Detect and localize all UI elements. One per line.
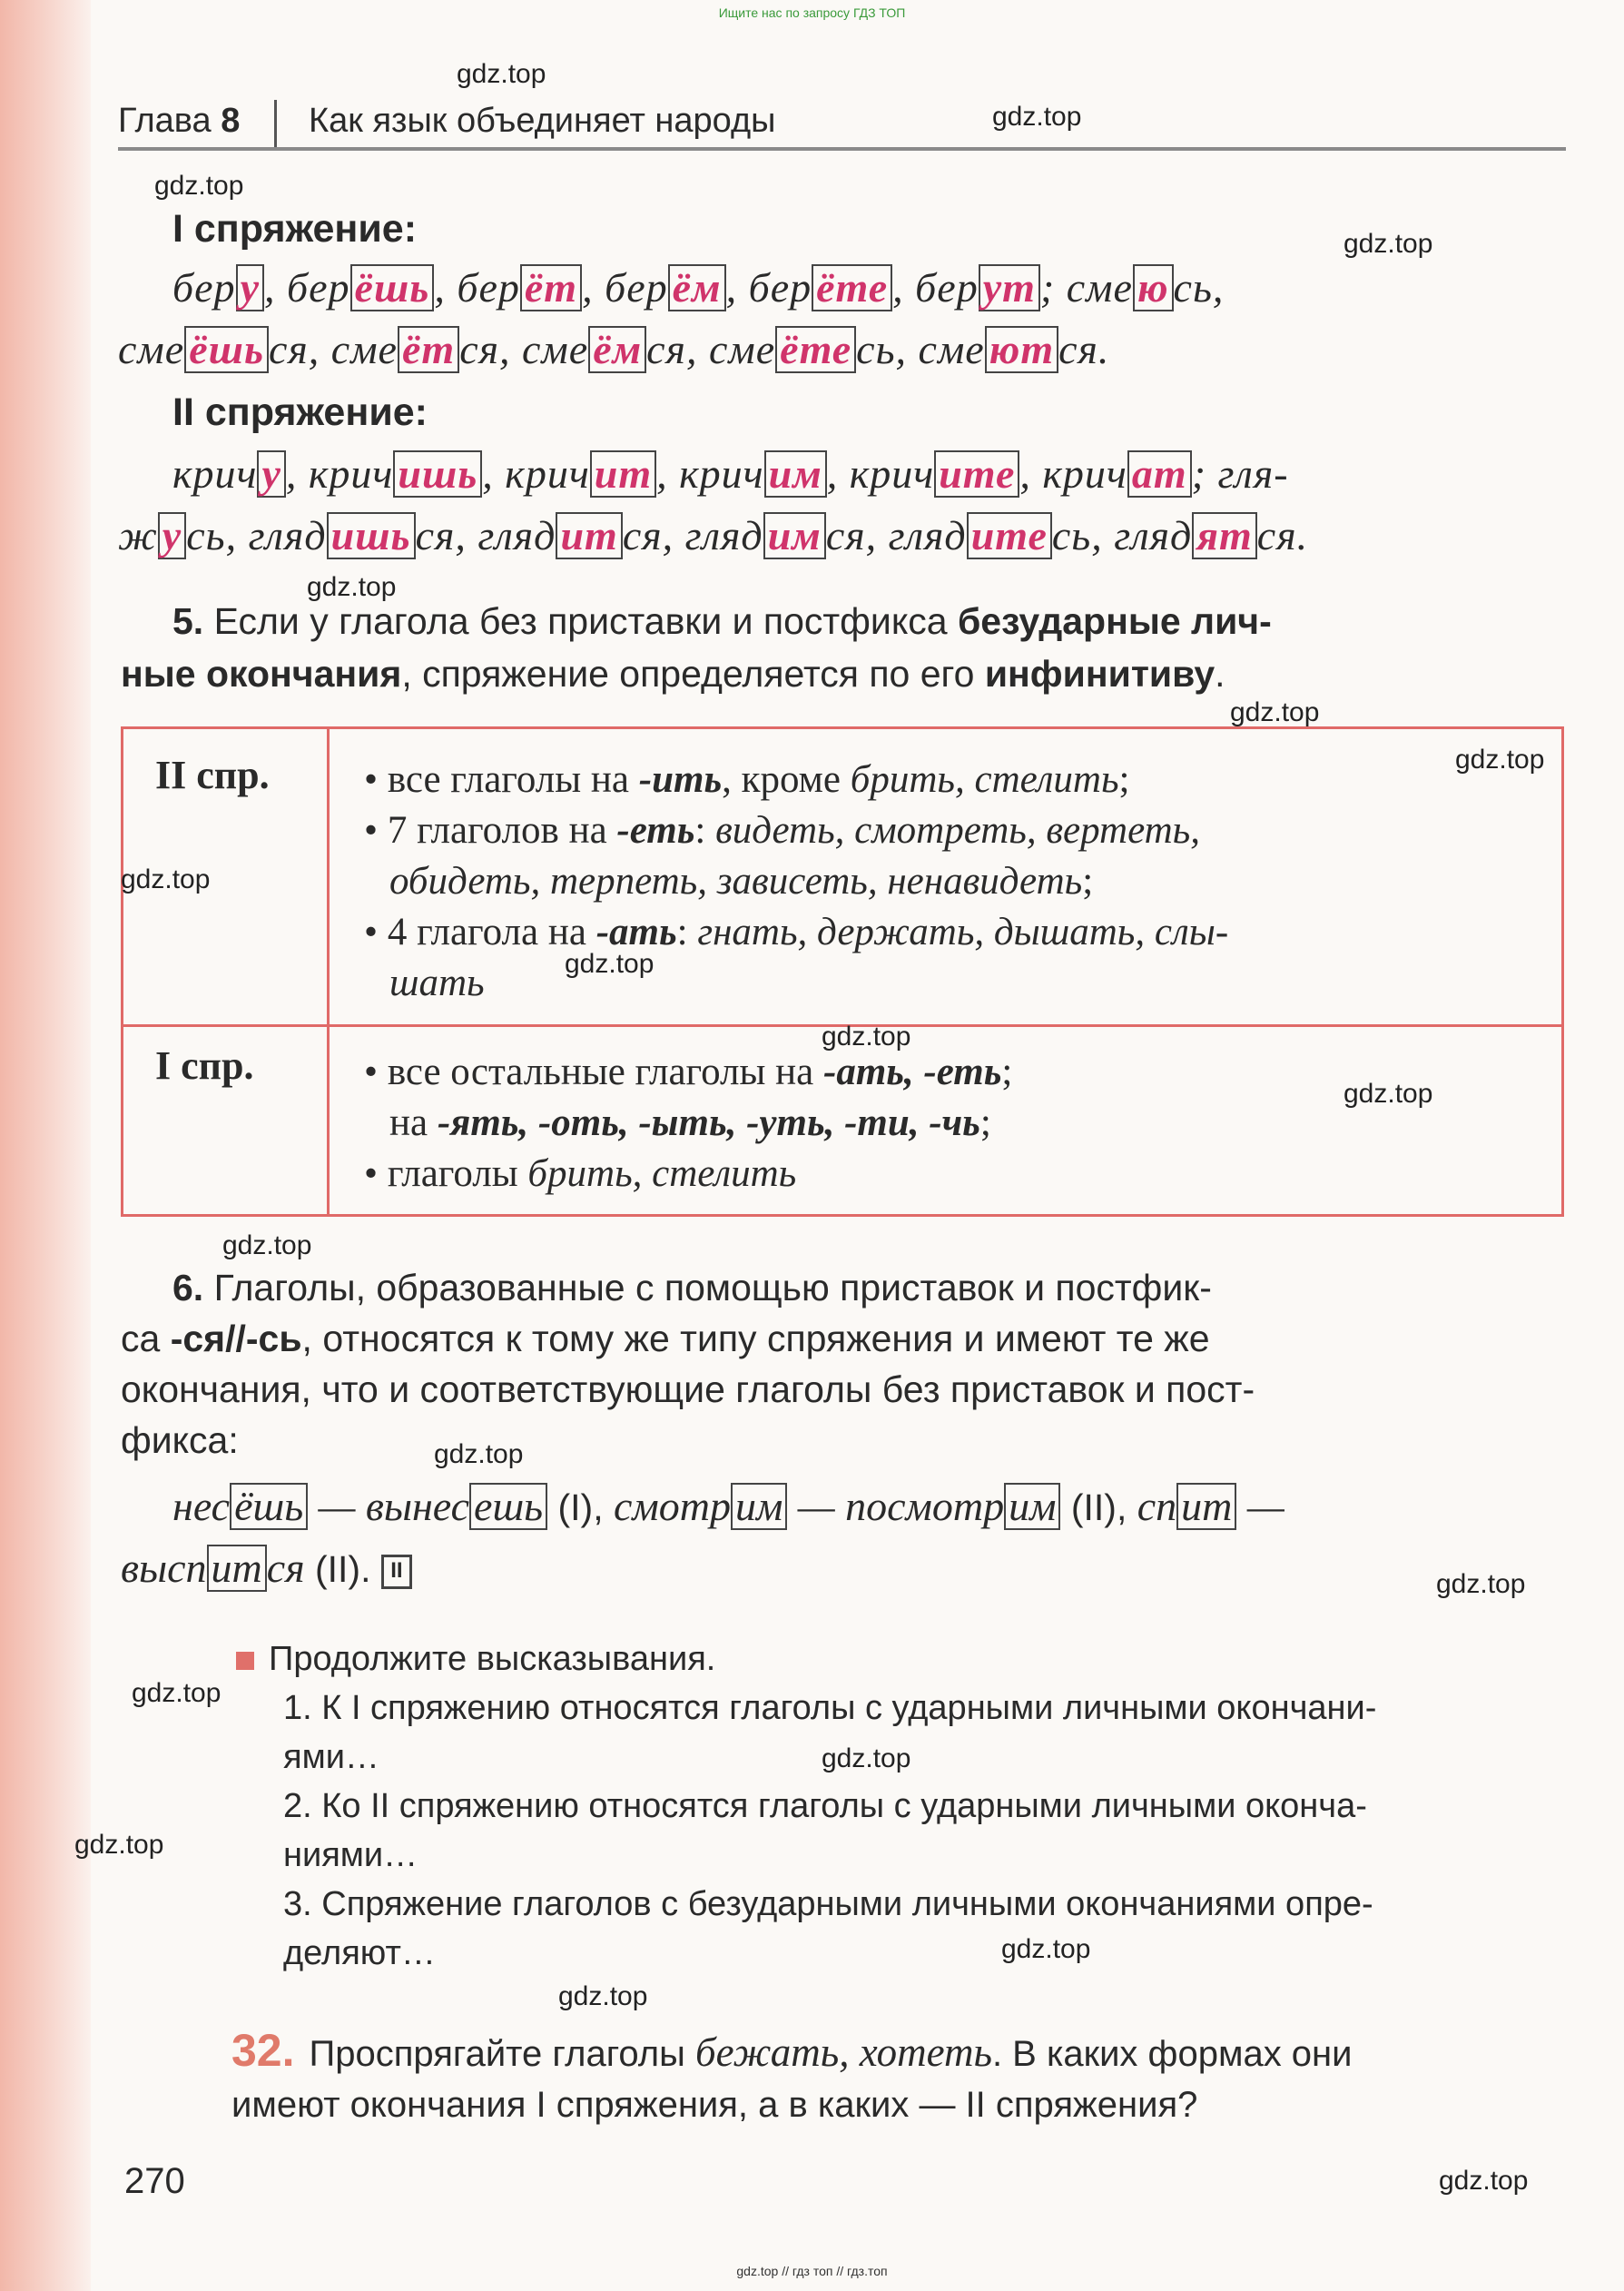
watermark: gdz.top [1455,745,1545,775]
watermark: gdz.top [992,102,1082,132]
conj2-heading: II спряжение: [172,390,428,434]
table-bullet: • все остальные глаголы на -ать, -еть; [364,1051,1013,1093]
conj1-heading: I спряжение: [172,207,418,251]
watermark: gdz.top [822,1743,911,1773]
watermark: gdz.top [1343,1079,1433,1109]
rule-5: 5. Если у глагола без приставки и постфикса безударные лич- ные окончания, спряжение определяется по его инфинитиву. [121,600,1272,695]
conjugation-table [121,726,1564,1217]
task-item: 1. К I спряжению относятся глаголы с ударными личными окончани- ями… [283,1689,1377,1776]
table-bullet: • глаголы брить, стелить [364,1152,797,1195]
task-heading: Продолжите высказывания. [236,1634,1570,1684]
exercise-number: 32. [231,2025,295,2076]
rule-6: 6. Глаголы, образованные с помощью приставок и постфик- са -ся//-сь, относятся к тому же типу спряжения и имеют те же окончания, что и соответствующие глаголы без приставок и пост- фикса: [121,1267,1255,1461]
table-bullet: • все глаголы на -ить, кроме брить, стелить; [364,758,1130,801]
conj2-line2: ж у сь, гляд ишь ся, гляд ит ся, гляд им ся, гляд ите сь, гляд ят ся. [118,512,1309,558]
bottom-note: gdz.top // гдз топ // гдз.топ [736,2264,888,2278]
table-vline [327,729,330,1214]
chapter-title: Как язык объединяет народы [309,102,776,140]
reference-book-icon: II [381,1555,412,1589]
watermark: gdz.top [822,1022,911,1052]
watermark: gdz.top [558,1981,648,2011]
table-bullet: • 7 глаголов на -еть: видеть, смотреть, вертеть, [364,809,1200,852]
rule-6-examples-line2: высп ит ся (II). II [121,1542,412,1595]
table-bullet-cont: шать [389,962,485,1004]
watermark: gdz.top [1436,1569,1526,1599]
watermark: gdz.top [1001,1934,1091,1964]
watermark: gdz.top [565,949,655,979]
table-row-ii-content [364,755,1553,1009]
table-label-ii: II спр. [155,753,270,797]
conj1-line1: бер у , бер ёшь , бер ёт , бер ём , бер ёте , бер ут ; сме ю сь, [172,264,1225,311]
watermark: gdz.top [1230,697,1320,727]
task-item: 2. Ко II спряжению относятся глаголы с ударными личными оконча- ниями… [283,1787,1367,1874]
conj1-line2: сме ёшь ся, сме ёт ся, сме ём ся, сме ёте сь, сме ют ся. [118,326,1110,372]
watermark: gdz.top [1439,2166,1529,2196]
watermark: gdz.top [154,171,244,201]
header-separator [274,100,277,147]
watermark: gdz.top [1343,229,1433,259]
page-number: 270 [124,2161,185,2201]
table-row-i-content [364,1047,1553,1200]
table-bullet-cont: обидеть, терпеть, зависеть, ненавидеть; [389,860,1094,903]
task-item: 3. Спряжение глаголов с безударными личными окончаниями опре- деляют… [283,1885,1373,1972]
task-block [236,1634,1570,1978]
square-bullet-icon [236,1652,254,1670]
watermark: gdz.top [307,572,397,602]
top-note: Ищите нас по запросу ГДЗ ТОП [718,5,906,20]
watermark: gdz.top [434,1439,524,1469]
watermark: gdz.top [222,1230,312,1260]
conj2-line1: крич у , крич ишь , крич ит , крич им , крич ите , крич ат ; гля- [172,450,1289,497]
chapter-label: Глава 8 [118,102,241,140]
table-bullet: • 4 глагола на -ать: гнать, держать, дышать, слы- [364,911,1229,953]
watermark: gdz.top [457,59,546,89]
watermark: gdz.top [74,1830,164,1860]
exercise-32: 32. Проспрягайте глаголы бежать, хотеть. В каких формах они имеют окончания I спряжения, а в каких — II спряжения? [231,2025,1353,2125]
table-label-i: I спр. [155,1043,254,1088]
watermark: gdz.top [132,1678,221,1708]
watermark: gdz.top [121,864,211,894]
chapter-header [118,100,1566,151]
table-bullet-cont: на -ять, -оть, -ыть, -уть, -ти, -чь; [389,1101,991,1144]
rule-6-examples-line1: нес ёшь — вынес ешь (I), смотр им — посмотр им (II), сп ит — [172,1483,1284,1529]
page-margin-strip [0,0,91,2291]
